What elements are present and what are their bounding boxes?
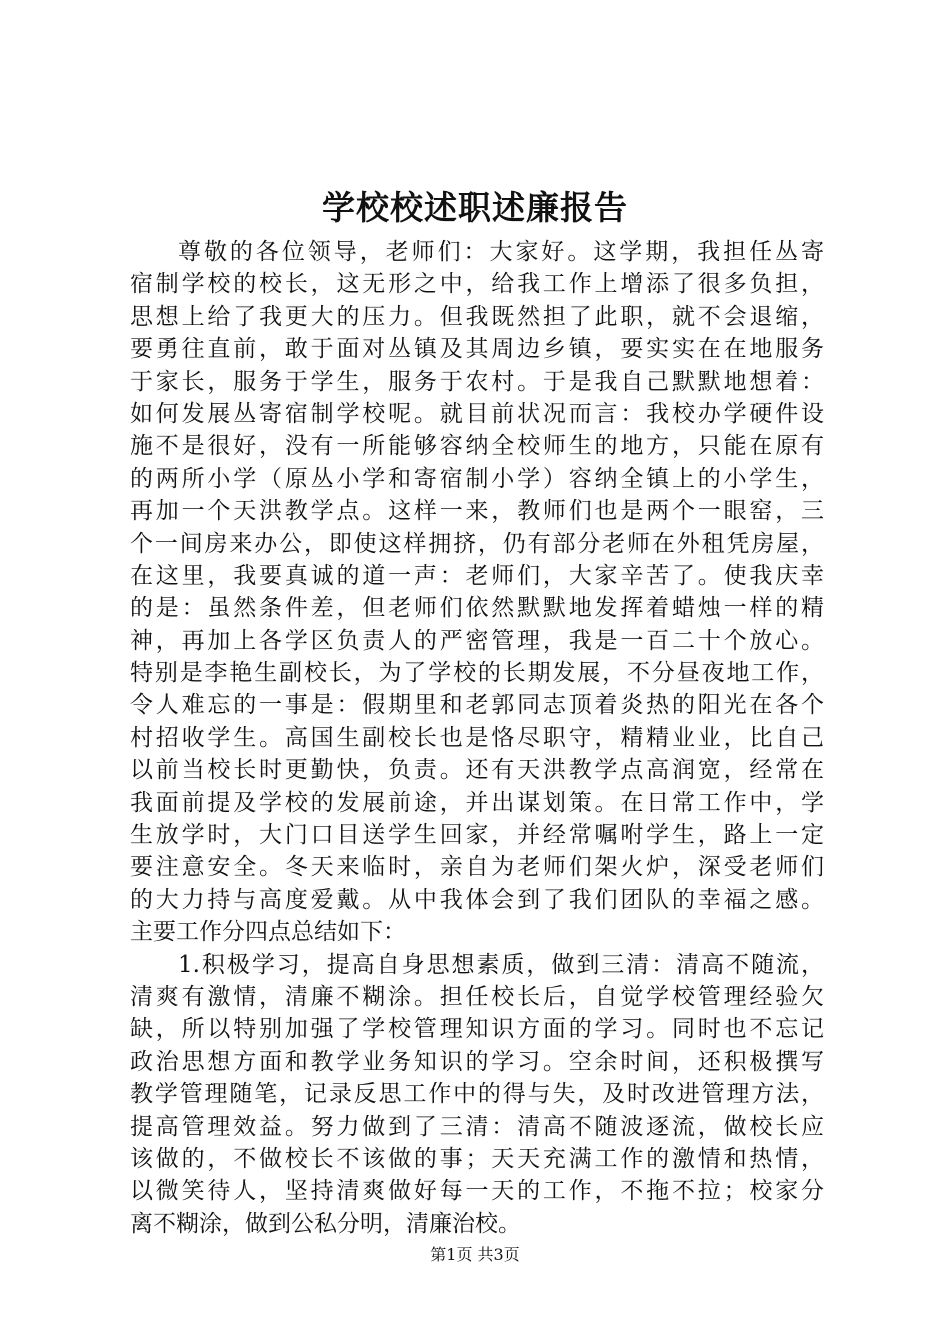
text-line: 令人难忘的一事是：假期里和老郭同志顶着炎热的阳光在各个: [130, 692, 824, 719]
text-line: 生放学时，大门口目送学生回家，并经常嘱咐学生，路上一定: [130, 822, 824, 849]
text-line: 神，再加上各学区负责人的严密管理，我是一百二十个放心。: [130, 627, 824, 654]
text-line: 清爽有激情，清廉不糊涂。担任校长后，自觉学校管理经验欠: [130, 983, 824, 1010]
paragraph-point-1: [130, 949, 824, 1241]
paragraph-opening: [130, 236, 824, 949]
text-line: 主要工作分四点总结如下：: [130, 919, 406, 946]
text-line: 尊敬的各位领导，老师们：大家好。这学期，我担任丛寄: [178, 239, 824, 265]
text-line: 在这里，我要真诚的道一声：老师们，大家辛苦了。使我庆幸: [130, 562, 824, 589]
text-line: 的是：虽然条件差，但老师们依然默默地发挥着蜡烛一样的精: [130, 595, 824, 622]
text-line: 要注意安全。冬天来临时，亲自为老师们架火炉，深受老师们: [130, 854, 824, 881]
text-line: 于家长，服务于学生，服务于农村。于是我自己默默地想着：: [130, 368, 824, 395]
page-number-footer: 第1页 共3页: [430, 1245, 520, 1264]
text-line: 以前当校长时更勤快，负责。还有天洪教学点高润宽，经常在: [130, 757, 824, 784]
text-line: 施不是很好，没有一所能够容纳全校师生的地方，只能在原有: [130, 433, 824, 460]
text-line: 村招收学生。高国生副校长也是恪尽职守，精精业业，比自己: [130, 724, 824, 751]
text-line: 1.积极学习，提高自身思想素质，做到三清：清高不随流，: [178, 951, 824, 978]
text-line: 我面前提及学校的发展前途，并出谋划策。在日常工作中，学: [130, 789, 824, 816]
text-line: 如何发展丛寄宿制学校呢。就目前状况而言：我校办学硬件设: [130, 400, 824, 427]
text-line: 缺，所以特别加强了学校管理知识方面的学习。同时也不忘记: [130, 1016, 824, 1043]
text-line: 思想上给了我更大的压力。但我既然担了此职，就不会退缩，: [130, 303, 824, 330]
text-line: 宿制学校的校长，这无形之中，给我工作上增添了很多负担，: [130, 271, 824, 298]
text-line: 要勇往直前，敢于面对丛镇及其周边乡镇，要实实在在地服务: [130, 336, 824, 363]
text-line: 个一间房来办公，即使这样拥挤，仍有部分老师在外租凭房屋，: [130, 530, 824, 557]
text-line: 政治思想方面和教学业务知识的学习。空余时间，还积极撰写: [130, 1048, 824, 1075]
document-body: [130, 236, 824, 1240]
text-line: 的两所小学（原丛小学和寄宿制小学）容纳全镇上的小学生，: [130, 465, 824, 492]
text-line: 以微笑待人，坚持清爽做好每一天的工作，不拖不拉；校家分: [130, 1178, 824, 1205]
text-line: 再加一个天洪教学点。这样一来，教师们也是两个一眼窑，三: [130, 498, 824, 525]
text-line: 该做的，不做校长不该做的事；天天充满工作的激情和热情，: [130, 1145, 824, 1172]
document-title: 学校校述职述廉报告: [322, 188, 628, 227]
text-line: 离不糊涂，做到公私分明，清廉治校。: [130, 1210, 521, 1237]
text-line: 教学管理随笔，记录反思工作中的得与失，及时改进管理方法，: [130, 1081, 824, 1108]
text-line: 的大力持与高度爱戴。从中我体会到了我们团队的幸福之感。: [130, 886, 824, 913]
text-line: 特别是李艳生副校长，为了学校的长期发展，不分昼夜地工作，: [130, 660, 824, 687]
text-line: 提高管理效益。努力做到了三清：清高不随波逐流，做校长应: [130, 1113, 824, 1140]
